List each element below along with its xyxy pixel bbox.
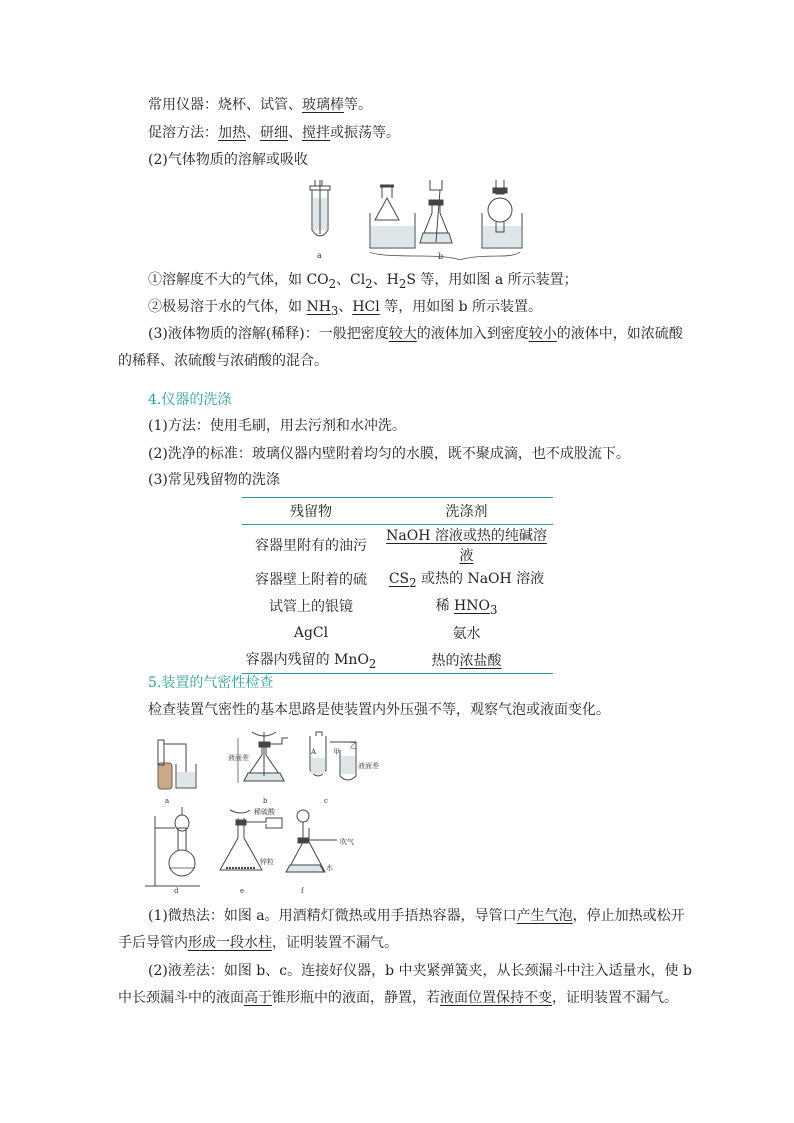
table-header-row — [242, 498, 553, 525]
fig2-label-a: a — [165, 797, 170, 805]
table-cell: 容器里附有的油污 — [255, 538, 367, 554]
line-residue-heading: (3)常见残留物的洗涤 — [148, 472, 280, 488]
table-row — [242, 525, 553, 566]
line-high-solubility-gas: ②极易溶于水的气体，如 $NH_3$、HCl 等，用如图 b 所示装置。 — [148, 299, 543, 318]
table-cell: 稀 $HNO_3$ — [435, 597, 498, 617]
fig1-label-b: b — [438, 252, 444, 260]
fig2-label-d: d — [174, 887, 179, 893]
table-cell: AgCl — [293, 624, 329, 641]
residue-washing-table — [242, 497, 553, 674]
line-heating-method-cont: 手后导管内形成一段水柱，证明装置不漏气。 — [118, 935, 398, 951]
line-instruments: 常用仪器：烧杯、试管、玻璃棒等。 — [148, 97, 372, 113]
gas-absorption-figure — [300, 178, 530, 260]
table-cell: $CS_2$ 或热的 NaOH 溶液 — [388, 570, 545, 590]
fig2-label-jia: 甲 — [333, 748, 340, 756]
fig2-water: 水 — [326, 864, 333, 872]
table-row — [242, 565, 553, 592]
line-gas-dissolve-heading: (2)气体物质的溶解或吸收 — [148, 152, 308, 168]
table-cell: 容器内残留的 MnO$_2$ — [242, 646, 380, 674]
line-airtightness-principle: 检查装置气密性的基本思路是使装置内外压强不等，观察气泡或液面变化。 — [148, 702, 610, 718]
fig2-dilute-acid: 稀硫酸 — [254, 808, 275, 816]
fig2-label-c: c — [324, 797, 328, 805]
table-row — [242, 646, 553, 674]
fig2-label-yi: 乙 — [350, 742, 357, 750]
line-wash-method: (1)方法：使用毛刷，用去污剂和水冲洗。 — [148, 418, 406, 434]
fig2-blow: 吹气 — [340, 838, 354, 846]
fig2-label-f: f — [301, 887, 304, 893]
line-level-diff-method: (2)液差法：如图 b、c。连接好仪器，b 中夹紧弹簧夹，从长颈漏斗中注入适量水，使 b — [148, 963, 692, 979]
fig2-zinc: 锌粒 — [260, 858, 274, 866]
line-liquid-dilution: (3)液体物质的溶解(稀释)：一般把密度较大的液体加入到密度较小的液体中，如浓硫酸 — [148, 326, 683, 342]
line-wash-standard: (2)洗净的标准：玻璃仪器内壁附着均匀的水膜，既不聚成滴，也不成股流下。 — [148, 446, 630, 462]
fig2-level-diff-b: 液面差 — [228, 754, 249, 762]
table-cell: 试管上的银镜 — [269, 598, 353, 615]
airtightness-figure — [140, 728, 390, 893]
fig2-level-diff-c: 液面差 — [358, 762, 379, 770]
fig2-label-e: e — [240, 887, 245, 893]
section-heading-airtightness: 5.装置的气密性检查 — [148, 675, 274, 691]
line-dissolve-methods: 促溶方法：加热、研细、搅拌或振荡等。 — [148, 125, 400, 141]
line-level-diff-method-cont: 中长颈漏斗中的液面高于锥形瓶中的液面，静置，若液面位置保持不变，证明装置不漏气。 — [118, 990, 678, 1006]
table-row — [242, 619, 553, 646]
table-header: 洗涤剂 — [380, 498, 553, 525]
line-low-solubility-gas: ①溶解度不大的气体，如 $CO_2$、$Cl_2$、$H_2S$ 等，用如图 a 所示装置； — [148, 272, 578, 291]
fig2-label-A: A — [311, 748, 317, 756]
fig1-label-a: a — [317, 251, 322, 260]
table-cell: 氨水 — [452, 625, 481, 642]
line-heating-method: (1)微热法：如图 a。用酒精灯微热或用手捂热容器，导管口产生气泡，停止加热或松开 — [148, 908, 685, 924]
table-cell: 容器壁上附着的硫 — [255, 571, 367, 588]
table-header: 残留物 — [242, 498, 380, 525]
table-cell: NaOH 溶液或热的纯碱溶液 — [386, 528, 547, 564]
section-heading-washing: 4.仪器的洗涤 — [148, 392, 232, 408]
fig2-label-b: b — [263, 797, 268, 805]
table-row — [242, 592, 553, 619]
table-cell: 热的浓盐酸 — [380, 646, 553, 674]
line-liquid-dilution-cont: 的稀释、浓硫酸与浓硝酸的混合。 — [118, 353, 328, 369]
